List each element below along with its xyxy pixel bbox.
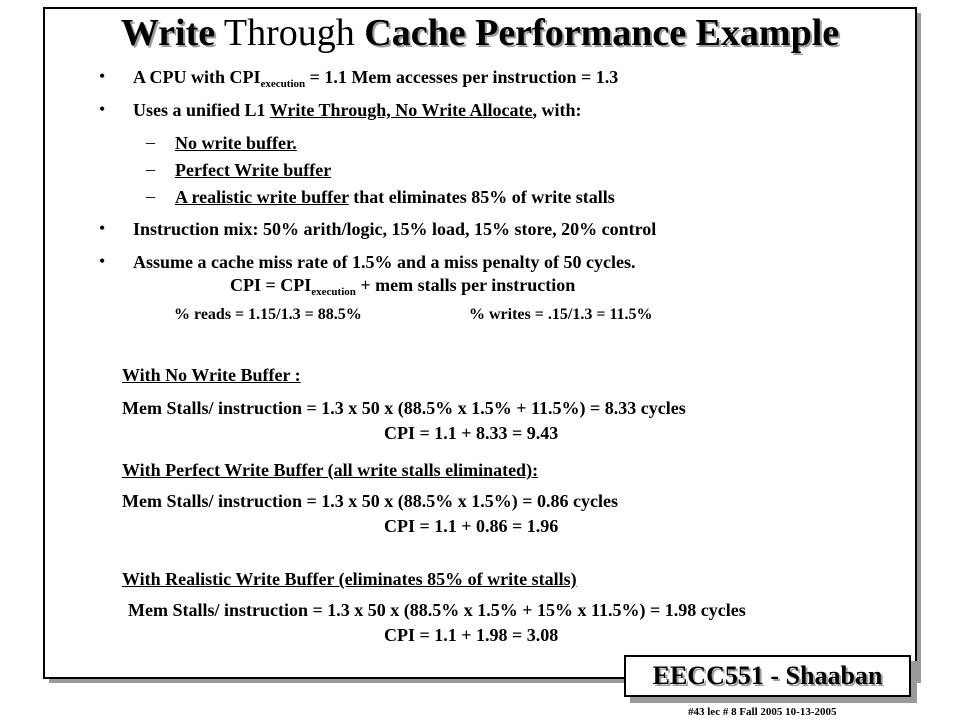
cpi-formula-subscript: execution	[311, 286, 356, 298]
cpu-spec-values: = 1.1 Mem accesses per instruction = 1.3	[305, 67, 619, 87]
cpu-spec-subscript: execution	[260, 78, 306, 90]
cpi-formula-lhs: CPI = CPI	[230, 275, 312, 295]
unified-l1-text: Uses a unified L1	[133, 100, 270, 120]
lecture-note: #43 lec # 8 Fall 2005 10-13-2005	[688, 706, 837, 718]
slide-title	[0, 10, 960, 56]
no-buffer-heading: With No Write Buffer :	[122, 365, 301, 385]
dash-marker: –	[146, 186, 155, 206]
title-through: Through	[215, 12, 365, 54]
percent-writes: % writes = .15/1.3 = 11.5%	[469, 306, 653, 323]
realistic-buffer-heading: With Realistic Write Buffer (eliminates 85% of write stalls)	[122, 569, 577, 589]
cpi-formula-rhs: + mem stalls per instruction	[355, 275, 576, 295]
realistic-buffer-stalls: Mem Stalls/ instruction = 1.3 x 50 x (88.5% x 1.5% + 15% x 11.5%) = 1.98 cycles	[128, 600, 746, 620]
realistic-buffer-cpi: CPI = 1.1 + 1.98 = 3.08	[384, 625, 559, 645]
bullet-unified-l1	[133, 99, 582, 121]
bullet-marker: •	[99, 251, 106, 271]
course-label: EECC551 - Shaaban	[624, 655, 911, 697]
no-buffer-cpi: CPI = 1.1 + 8.33 = 9.43	[384, 423, 559, 443]
bullet-marker: •	[99, 99, 106, 119]
dash-marker: –	[146, 132, 155, 152]
bullet-marker: •	[99, 218, 106, 238]
title-cache-performance: Cache Performance Example	[364, 12, 840, 54]
perfect-buffer-stalls: Mem Stalls/ instruction = 1.3 x 50 x (88.5% x 1.5%) = 0.86 cycles	[122, 491, 618, 511]
no-buffer-stalls: Mem Stalls/ instruction = 1.3 x 50 x (88.5% x 1.5% + 11.5%) = 8.33 cycles	[122, 398, 686, 418]
perfect-buffer-cpi: CPI = 1.1 + 0.86 = 1.96	[384, 516, 559, 536]
write-policy-text: Write Through, No Write Allocate	[269, 100, 533, 120]
perfect-buffer-heading: With Perfect Write Buffer (all write stalls eliminated):	[122, 460, 539, 480]
sub-realistic-write-buffer	[175, 186, 615, 208]
cpu-spec-text: A CPU with CPI	[133, 67, 261, 87]
unified-l1-with: , with:	[532, 100, 582, 120]
bullet-marker: •	[99, 66, 106, 86]
bullet-instruction-mix: Instruction mix: 50% arith/logic, 15% load, 15% store, 20% control	[133, 219, 657, 239]
dash-marker: –	[146, 159, 155, 179]
realistic-buffer-text: A realistic write buffer	[175, 187, 349, 207]
bullet-miss-rate: Assume a cache miss rate of 1.5% and a miss penalty of 50 cycles.	[133, 252, 636, 272]
sub-no-write-buffer: No write buffer.	[175, 133, 297, 153]
bullet-cpu-spec	[133, 66, 618, 88]
title-write: Write	[120, 12, 216, 54]
realistic-buffer-desc: that eliminates 85% of write stalls	[348, 187, 615, 207]
cpi-formula	[230, 274, 575, 296]
sub-perfect-write-buffer: Perfect Write buffer	[175, 160, 332, 180]
frame-shadow-right	[917, 13, 921, 683]
percent-reads: % reads = 1.15/1.3 = 88.5%	[174, 306, 362, 323]
